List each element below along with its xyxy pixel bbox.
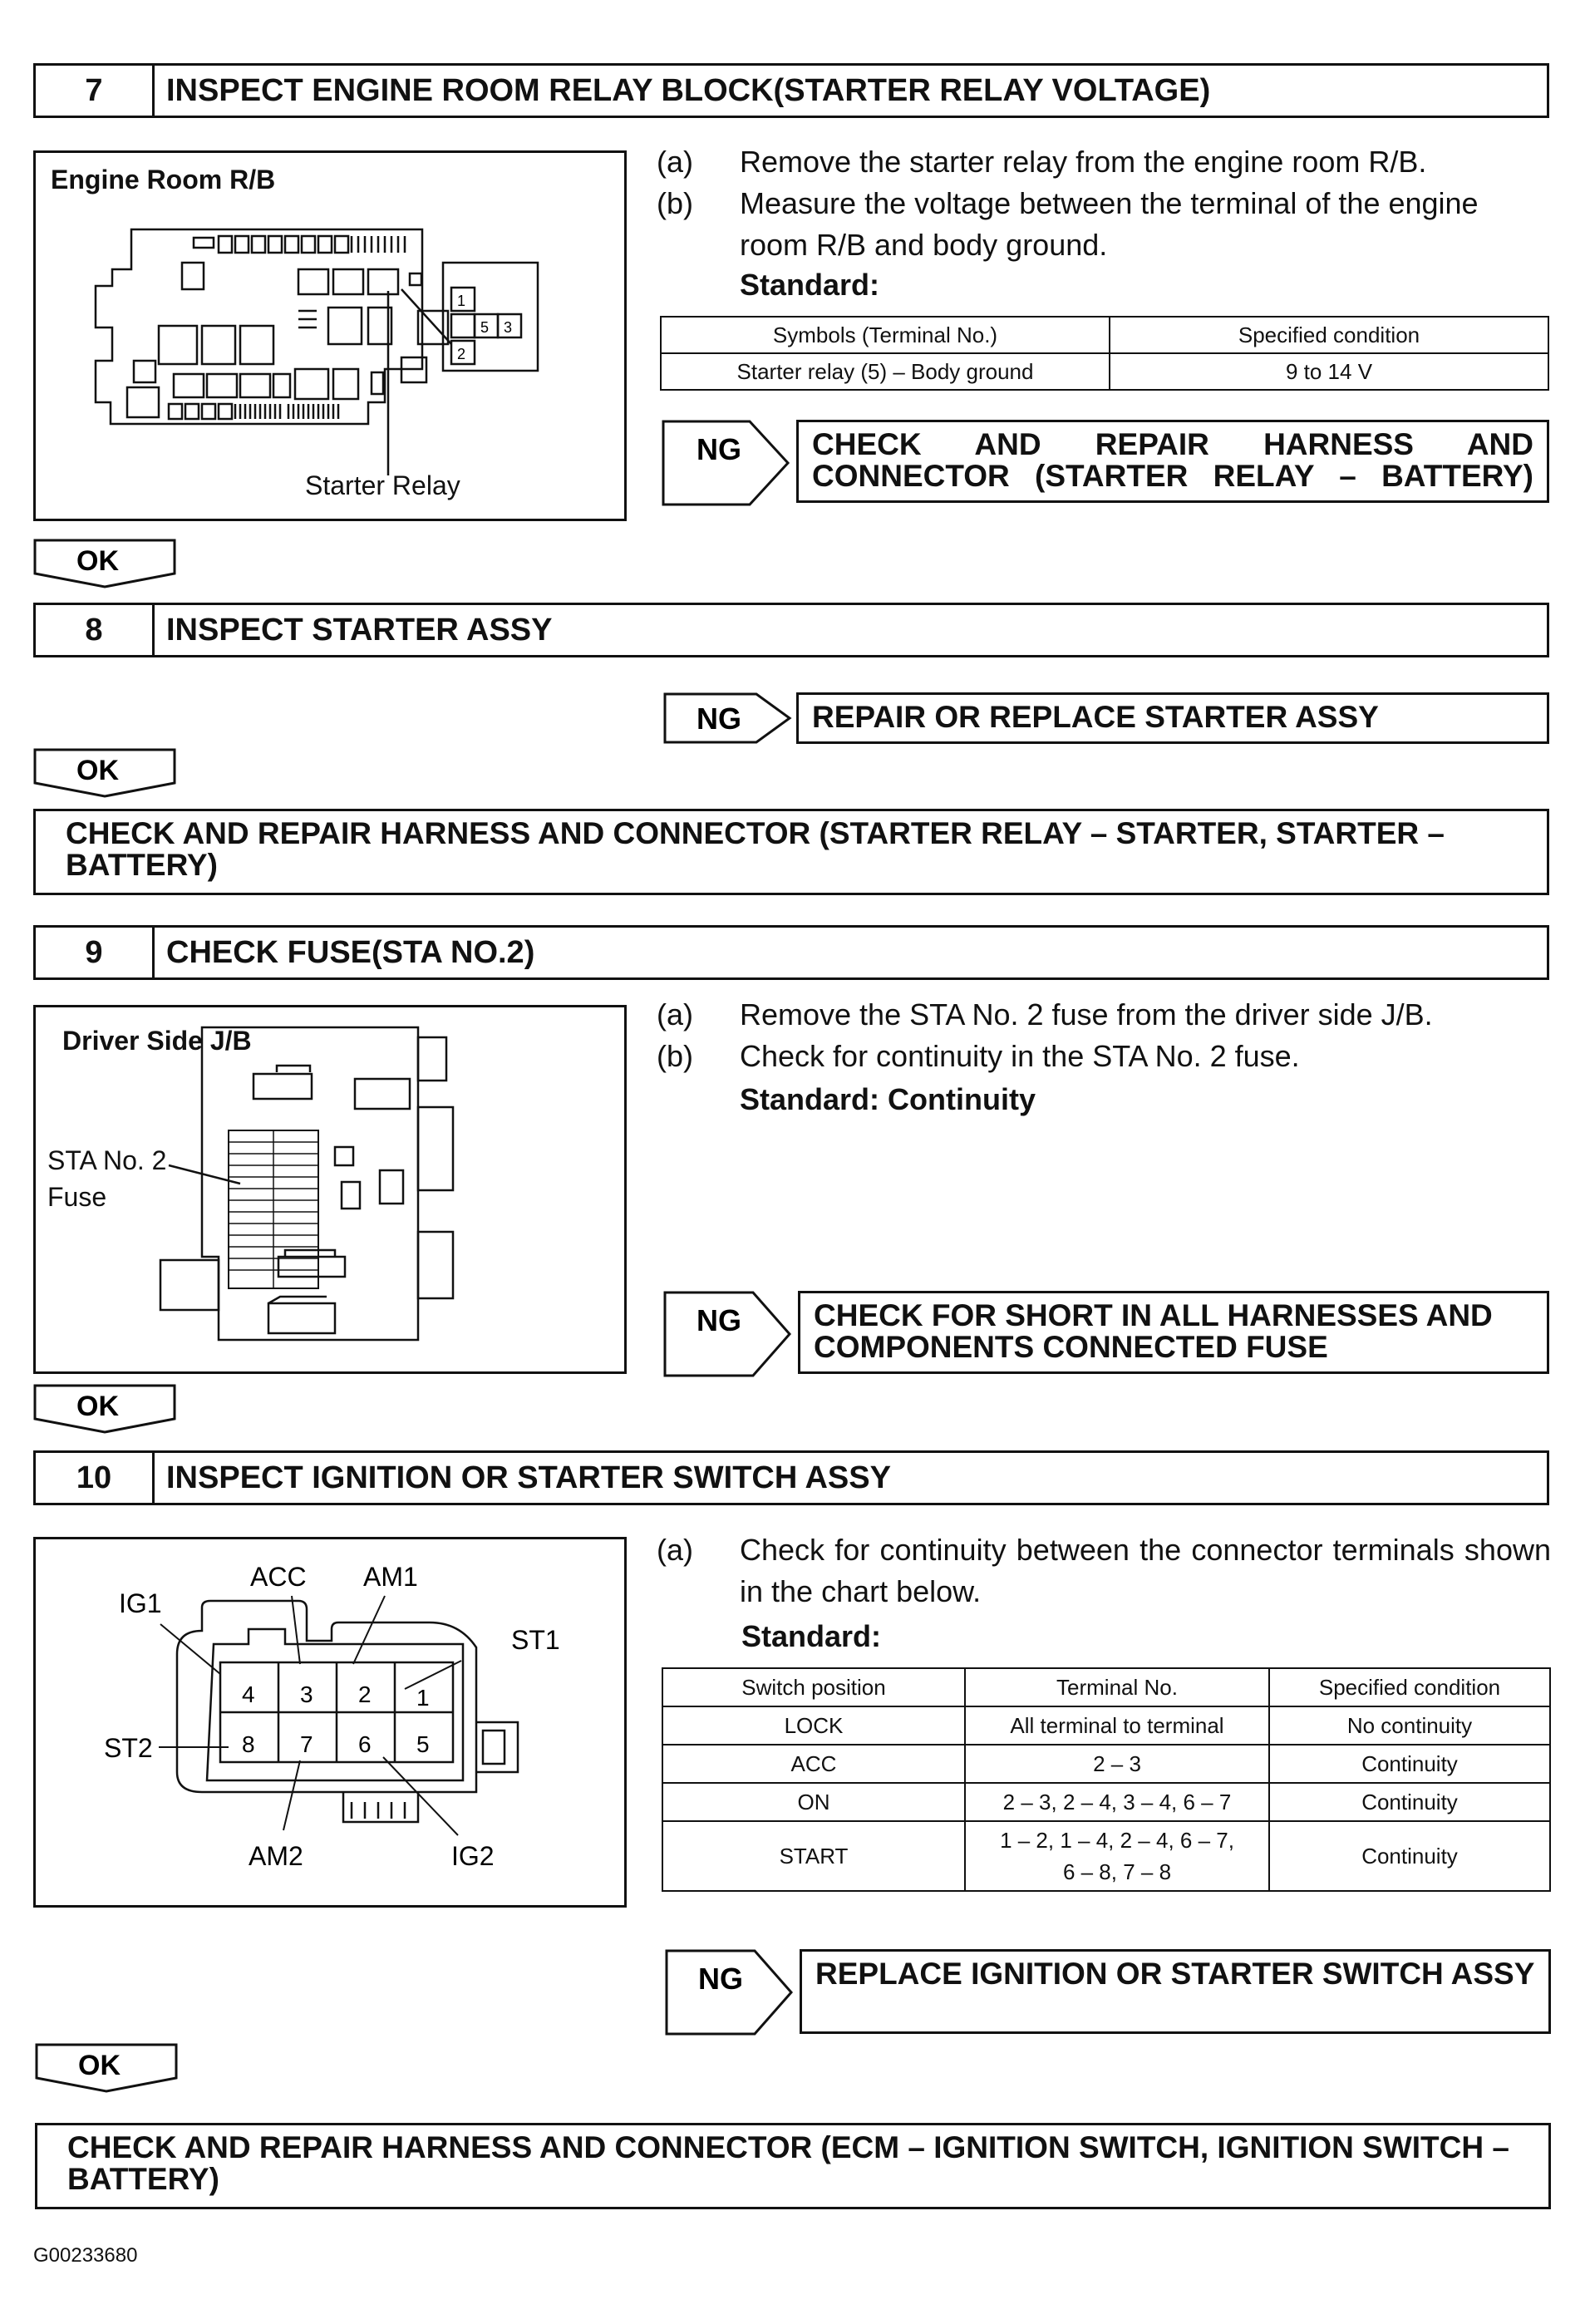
engine-room-rb-figure — [33, 150, 627, 521]
step-title: INSPECT ENGINE ROOM RELAY BLOCK(STARTER RELAY VOLTAGE) — [166, 72, 1211, 108]
standard-label: Standard: — [740, 268, 880, 302]
step-text: Check for continuity in the STA No. 2 fuse. — [740, 1039, 1300, 1073]
ng-action-text: CHECK FOR SHORT IN ALL HARNESSES AND COMPONENTS CONNECTED FUSE — [814, 1298, 1493, 1364]
table-cell: 1 – 2, 1 – 4, 2 – 4, 6 – 7, 6 – 8, 7 – 8 — [965, 1821, 1269, 1891]
ng-action-box — [798, 1291, 1549, 1374]
ng-action-box — [800, 1949, 1551, 2034]
label-ig2: IG2 — [451, 1841, 495, 1871]
junction-block-diagram — [36, 1007, 624, 1371]
step-10a — [657, 1529, 1551, 1613]
table-cell: Continuity — [1269, 1783, 1550, 1821]
terminal-5: 5 — [416, 1731, 430, 1757]
step-label: (a) — [657, 145, 693, 179]
figure-title: Engine Room R/B — [51, 165, 276, 194]
ng-action-text: CHECK AND REPAIR HARNESS AND CONNECTOR (STARTER RELAY – BATTERY) — [812, 427, 1533, 493]
label-st1: ST1 — [511, 1625, 560, 1655]
sta-fuse-label-line1: STA No. 2 — [47, 1145, 167, 1175]
step-9b — [657, 1036, 1554, 1077]
ng-arrow — [665, 1949, 798, 2036]
driver-side-jb-figure — [33, 1005, 627, 1374]
terminal-3: 3 — [300, 1681, 313, 1707]
ok-label: OK — [78, 2050, 121, 2081]
step-10-final-action — [35, 2123, 1551, 2209]
step-title: INSPECT STARTER ASSY — [166, 612, 553, 647]
ng-label: NG — [697, 432, 741, 466]
step-10-header — [33, 1450, 1549, 1505]
relay-pin-3: 3 — [504, 319, 513, 336]
starter-relay-label: Starter Relay — [305, 470, 460, 500]
step-title: CHECK FUSE(STA NO.2) — [166, 934, 535, 970]
step-label: (a) — [657, 1533, 693, 1567]
table-cell: No continuity — [1269, 1706, 1550, 1745]
ok-arrow — [33, 539, 178, 590]
relay-pin-5: 5 — [480, 319, 490, 336]
ng-label: NG — [697, 1303, 741, 1337]
ok-arrow — [35, 2043, 180, 2095]
ng-action-text: REPLACE IGNITION OR STARTER SWITCH ASSY — [815, 1957, 1535, 1991]
connector-diagram — [36, 1539, 624, 1905]
step-7-spec-table — [660, 316, 1549, 391]
ignition-switch-connector-figure — [33, 1537, 627, 1908]
table-cell: 9 to 14 V — [1110, 353, 1548, 390]
final-action-text: CHECK AND REPAIR HARNESS AND CONNECTOR (ECM – IGNITION SWITCH, IGNITION SWITCH – BATTERY) — [67, 2130, 1509, 2196]
step-number: 9 — [36, 928, 155, 977]
relay-pin-1: 1 — [457, 293, 466, 309]
step-7a — [657, 141, 1554, 183]
ng-arrow — [662, 420, 795, 506]
step-8-final-action — [33, 809, 1549, 895]
ng-arrow — [663, 692, 796, 744]
table-header: Terminal No. — [965, 1668, 1269, 1706]
table-header: Specified condition — [1269, 1668, 1550, 1706]
step-text: Check for continuity between the connector terminals shown in the chart below. — [740, 1533, 1551, 1608]
step-text: Remove the starter relay from the engine room R/B. — [740, 145, 1427, 179]
table-header: Switch position — [662, 1668, 965, 1706]
table-cell: Continuity — [1269, 1821, 1550, 1891]
terminal-2: 2 — [358, 1681, 372, 1707]
table-cell: LOCK — [662, 1706, 965, 1745]
table-cell: ON — [662, 1783, 965, 1821]
table-cell: ACC — [662, 1745, 965, 1783]
step-label: (b) — [657, 186, 693, 220]
step-7b — [657, 183, 1554, 266]
footer-code: G00233680 — [33, 2244, 138, 2267]
ok-arrow — [33, 1384, 178, 1435]
terminal-7: 7 — [300, 1731, 313, 1757]
label-ig1: IG1 — [119, 1588, 162, 1618]
step-text: Remove the STA No. 2 fuse from the driver side J/B. — [740, 997, 1433, 1032]
terminal-8: 8 — [242, 1731, 255, 1757]
label-am1: AM1 — [363, 1562, 418, 1592]
table-cell: 2 – 3, 2 – 4, 3 – 4, 6 – 7 — [965, 1783, 1269, 1821]
label-am2: AM2 — [249, 1841, 303, 1871]
figure-title: Driver Side J/B — [62, 1026, 252, 1056]
terminal-1: 1 — [416, 1685, 430, 1711]
ng-action-box — [796, 692, 1549, 744]
ng-action-text: REPAIR OR REPLACE STARTER ASSY — [812, 700, 1379, 734]
step-10-spec-table — [662, 1667, 1551, 1892]
step-text: Measure the voltage between the terminal of the engine room R/B and body ground. — [740, 186, 1479, 262]
table-header: Specified condition — [1110, 317, 1548, 353]
step-9-header — [33, 925, 1549, 980]
step-label: (b) — [657, 1039, 693, 1073]
label-st2: ST2 — [104, 1733, 153, 1763]
table-cell: All terminal to terminal — [965, 1706, 1269, 1745]
table-cell: Continuity — [1269, 1745, 1550, 1783]
step-number: 7 — [36, 66, 155, 116]
ng-action-box — [796, 420, 1549, 503]
ok-label: OK — [76, 545, 119, 577]
table-header: Symbols (Terminal No.) — [661, 317, 1110, 353]
ng-label: NG — [698, 1962, 743, 1996]
step-number: 8 — [36, 605, 155, 655]
step-label: (a) — [657, 997, 693, 1032]
ok-label: OK — [76, 1391, 119, 1422]
step-number: 10 — [36, 1453, 155, 1503]
standard-label: Standard: — [741, 1619, 882, 1653]
step-7-header — [33, 63, 1549, 118]
standard-label: Standard: Continuity — [740, 1082, 1036, 1116]
final-action-text: CHECK AND REPAIR HARNESS AND CONNECTOR (STARTER RELAY – STARTER, STARTER – BATTERY) — [66, 816, 1445, 882]
terminal-6: 6 — [358, 1731, 372, 1757]
terminal-4: 4 — [242, 1681, 255, 1707]
ok-arrow — [33, 748, 178, 800]
ok-label: OK — [76, 755, 119, 786]
ng-arrow — [663, 1291, 796, 1377]
label-acc: ACC — [250, 1562, 307, 1592]
step-9a — [657, 994, 1554, 1036]
step-title: INSPECT IGNITION OR STARTER SWITCH ASSY — [166, 1460, 891, 1495]
ng-label: NG — [697, 702, 741, 736]
step-8-header — [33, 603, 1549, 657]
table-cell: Starter relay (5) – Body ground — [661, 353, 1110, 390]
relay-pin-2: 2 — [457, 346, 466, 362]
relay-block-diagram — [36, 153, 624, 519]
table-cell: 2 – 3 — [965, 1745, 1269, 1783]
table-cell: START — [662, 1821, 965, 1891]
sta-fuse-label-line2: Fuse — [47, 1182, 107, 1212]
